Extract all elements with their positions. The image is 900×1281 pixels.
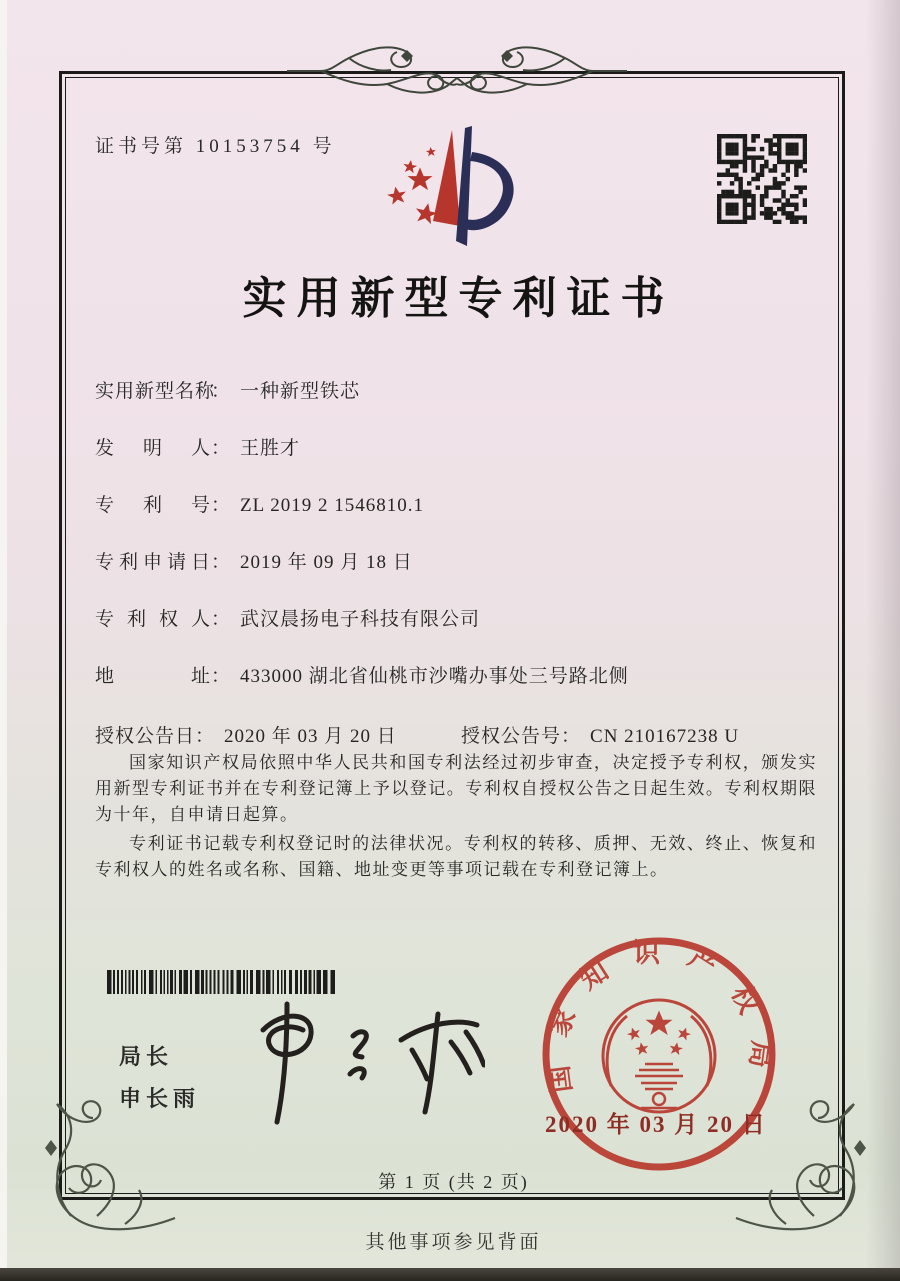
colon: ：: [195, 726, 216, 747]
field-label: 发明人: [95, 438, 211, 459]
field-value: 433000 湖北省仙桃市沙嘴办事处三号路北侧: [240, 666, 629, 687]
field-row-inventor: [95, 437, 808, 461]
field-value: 一种新型铁芯: [240, 381, 361, 402]
colon: ：: [211, 609, 232, 630]
agency-round-seal: [533, 928, 785, 1180]
field-value: 2019 年 09 月 18 日: [240, 552, 413, 573]
grant-date-value: 2020 年 03 月 20 日: [224, 726, 397, 747]
grant-no-value: CN 210167238 U: [590, 726, 740, 747]
field-row-address: [95, 665, 808, 689]
certificate-number: 证书号第 10153754 号: [95, 136, 336, 157]
grant-no-label: 授权公告号: [461, 726, 562, 747]
page-indicator: 第 1 页 (共 2 页): [378, 1172, 529, 1192]
field-label: 实用新型名称: [95, 381, 216, 402]
commissioner-name: 申长雨: [119, 1086, 201, 1111]
field-list: [95, 380, 808, 722]
field-label: 地址: [95, 666, 211, 687]
qr-code: [717, 134, 807, 224]
grant-date-label: 授权公告日: [95, 726, 196, 747]
colon: ：: [211, 666, 232, 687]
barcode: [107, 970, 339, 994]
seal-date: 2020 年 03 月 20 日: [545, 1112, 767, 1137]
certificate-paper: [7, 0, 900, 1268]
legal-text: [95, 750, 817, 886]
ornament-top-center: [287, 34, 627, 110]
field-label: 专利权人: [95, 609, 211, 630]
legal-paragraph: 国家知识产权局依照中华人民共和国专利法经过初步审查，决定授予专利权，颁发实用新型专利证书并在专利登记簿上予以登记。专利权自授权公告之日起生效。专利权期限为十年，自申请日起算。: [95, 753, 817, 824]
footer-note: 其他事项参见背面: [365, 1232, 542, 1253]
commissioner-title: 局长: [119, 1044, 174, 1069]
photo-bottom-edge: [0, 1268, 900, 1281]
legal-paragraph: 专利证书记载专利权登记时的法律状况。专利权的转移、质押、无效、终止、恢复和专利权人的姓名或名称、国籍、地址变更等事项记载在专利登记簿上。: [95, 834, 817, 879]
colon: ：: [211, 552, 232, 573]
colon: ：: [211, 381, 232, 402]
field-row-filing-date: [95, 551, 808, 575]
grant-row: [95, 721, 808, 747]
field-label: 专利号: [95, 495, 211, 516]
commissioner-signature-icon: [235, 998, 485, 1128]
national-emblem-icon: [603, 1000, 715, 1112]
field-value: 武汉晨扬电子科技有限公司: [240, 609, 481, 630]
field-label: 专利申请日: [95, 552, 211, 573]
certificate-title: 实用新型专利证书: [242, 274, 675, 323]
field-row-patent-no: [95, 494, 808, 518]
cnipa-patent-logo-icon: [373, 126, 525, 252]
field-row-name: [95, 380, 808, 404]
colon: ：: [561, 726, 582, 747]
colon: ：: [211, 438, 232, 459]
field-value: 王胜才: [240, 438, 301, 459]
colon: ：: [211, 495, 232, 516]
field-row-patentee: [95, 608, 808, 632]
field-value: ZL 2019 2 1546810.1: [240, 495, 425, 516]
seal-agency-text: 国家知识产权局: [540, 938, 778, 1095]
